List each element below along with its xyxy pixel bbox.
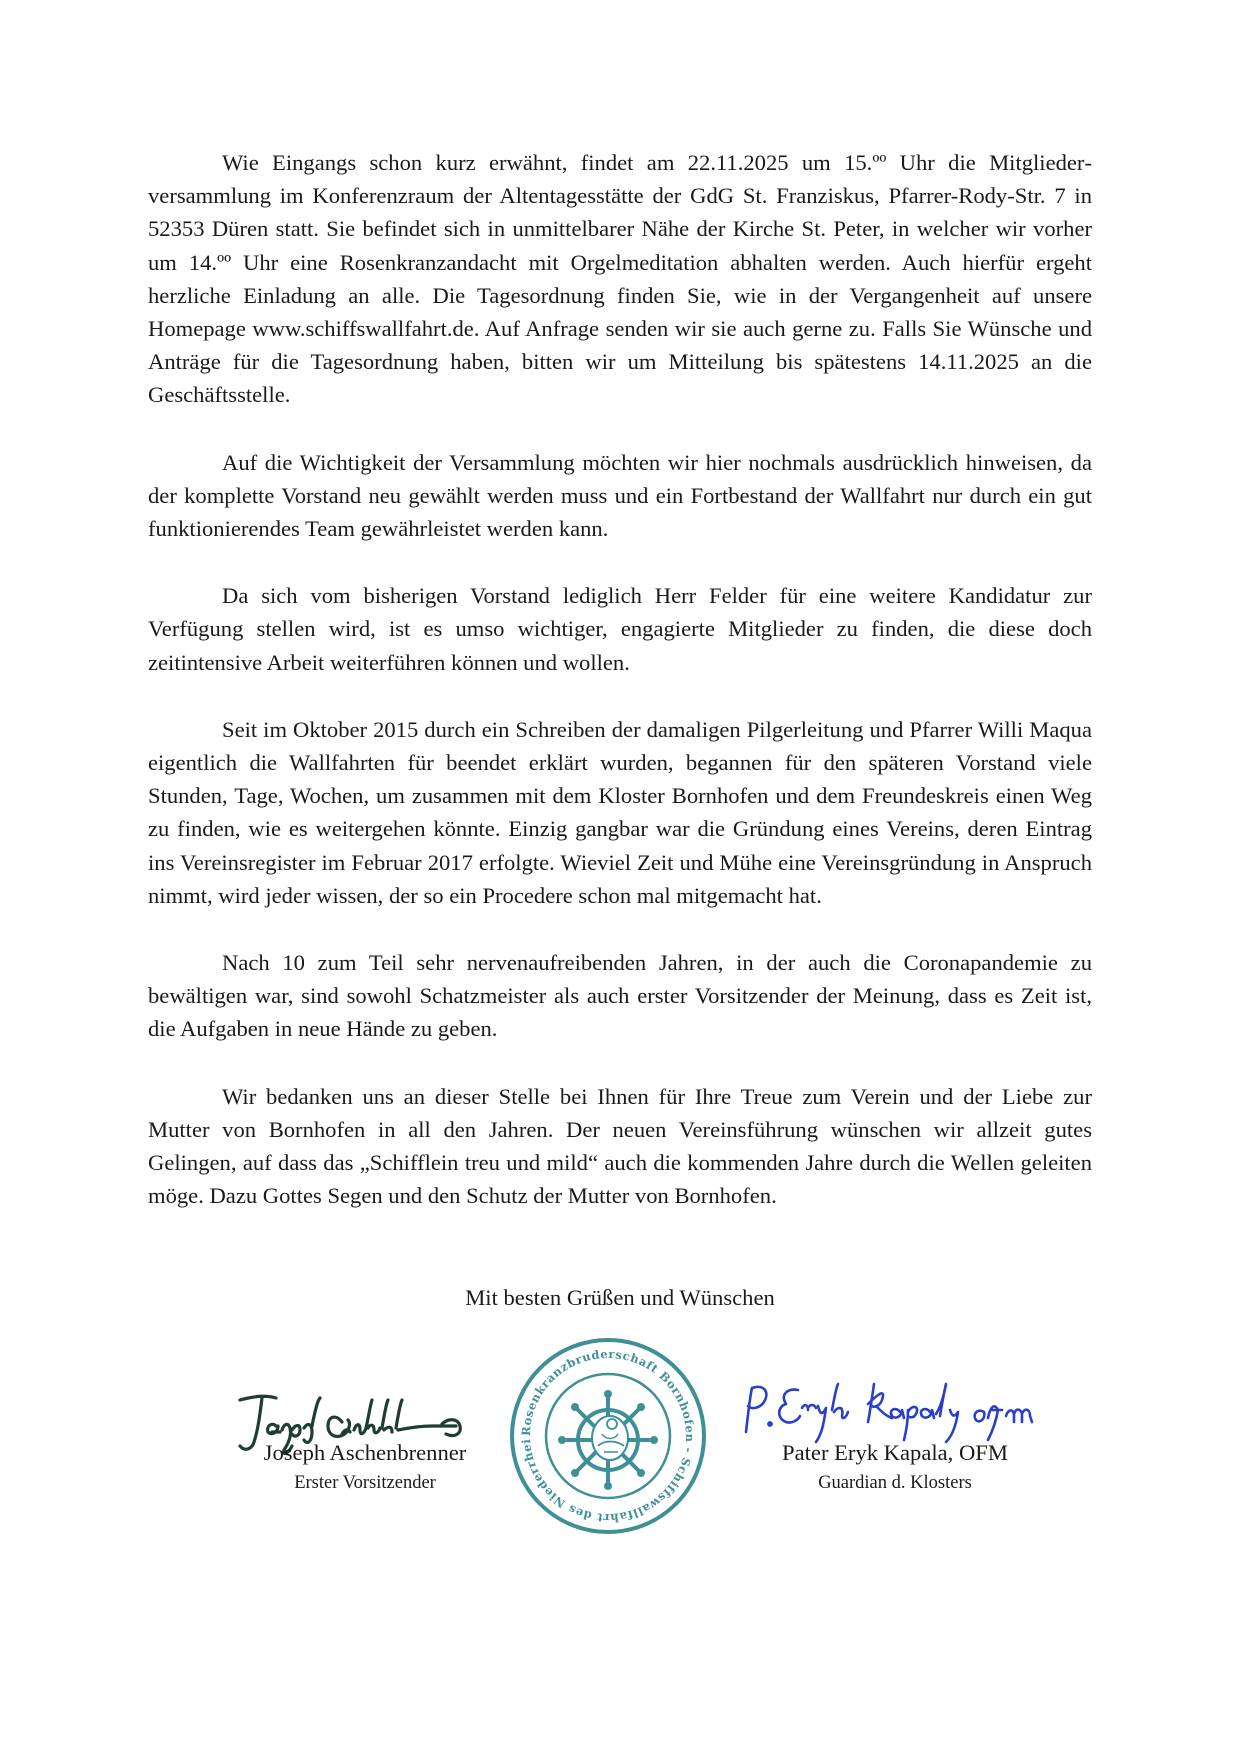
- signer-role-right: Guardian d. Klosters: [818, 1473, 972, 1493]
- paragraph-handover: Nach 10 zum Teil sehr nervenaufreibenden Jahren, in der auch die Coronapandemie zu bewältigen war, sind sowohl Schatzmeister als auch erster Vorsitzender der Meinung, dass es Zeit ist, die Aufgaben in neue Hände zu geben.: [148, 950, 1092, 1042]
- paragraph-importance: Auf die Wichtigkeit der Versammlung möchten wir hier nochmals ausdrücklich hinweisen, da der komplette Vorstand neu gewählt werden muss und ein Fortbestand der Wallfahrt nur durch ein gut funktionierendes Team gewährleistet werden kann.: [148, 449, 1092, 542]
- pieta-figure-icon: [592, 1416, 628, 1460]
- association-stamp: [508, 1336, 708, 1536]
- paragraph-history: Seit im Oktober 2015 durch ein Schreiben der damaligen Pilgerleitung und Pfarrer Willi Maqua eigentlich die Wallfahrten für beendet erklärt wurden, begannen für den späteren Vorstand viele Stunden, Tage, Wochen, um zusammen mit dem Kloster Bornhofen und dem Freundeskreis einen Weg zu finden, wie es weitergehen könnte. Einzig gangbar war die Gründung eines Vereins, deren Eintrag ins Vereinsregister im Februar 2017 erfolgte. Wieviel Zeit und Mühe eine Vereinsgründung in Anspruch nimmt, wird jeder wissen, der so ein Procedere schon mal mitgemacht hat.: [148, 716, 1092, 908]
- letter-body: [148, 146, 1092, 1246]
- signer-role-left: Erster Vorsitzender: [294, 1473, 436, 1493]
- stamp-ring-text: Rosenkranzbruderschaft Bornhofen - Schiffswallfahrt des Niederrhei: [518, 1346, 698, 1526]
- paragraph-thanks: Wir bedanken uns an dieser Stelle bei Ihnen für Ihre Treue zum Verein und der Liebe zur Mutter von Bornhofen in all den Jahren. Der neuen Vereinsführung wünschen wir allzeit gutes Gelingen, auf dass das „Schifflein treu und mild“ auch die kommenden Jahre durch die Wellen geleiten möge. Dazu Gottes Segen und den Schutz der Mutter von Bornhofen.: [148, 1083, 1092, 1209]
- paragraph-candidacy: Da sich vom bisherigen Vorstand lediglich Herr Felder für eine weitere Kandidatur zur Verfügung stellen wird, ist es umso wichtiger, engagierte Mitglieder zu finden, die diese doch zeitintensive Arbeit weiterführen können und wollen.: [148, 583, 1092, 675]
- signer-name-left: Joseph Aschenbrenner: [263, 1440, 467, 1465]
- closing-greeting: Mit besten Grüßen und Wünschen: [465, 1285, 775, 1310]
- signer-name-right: Pater Eryk Kapala, OFM: [782, 1440, 1008, 1465]
- paragraph-meeting-invitation: Wie Eingangs schon kurz erwähnt, findet am 22.11.2025 um 15.ºº Uhr die Mitgliederversammlung im Konferenzraum der Altentagesstätte der GdG St. Franziskus, Pfarrer-Rody-Str. 7 in 52353 Düren statt. Sie befindet sich in unmittelbarer Nähe der Kirche St. Peter, in welcher wir vorher um 14.ºº Uhr eine Rosenkranzandacht mit Orgelmeditation abhalten werden. Auch hierfür ergeht herzliche Einladung an alle. Die Tagesordnung finden Sie, wie in der Vergangenheit auf unsere Homepage www.schiffswallfahrt.de. Auf Anfrage senden wir sie auch gerne zu. Falls Sie Wünsche und Anträge für die Tagesordnung haben, bitten wir um Mitteilung bis spätestens 14.11.2025 an die Geschäftsstelle.: [148, 150, 1092, 408]
